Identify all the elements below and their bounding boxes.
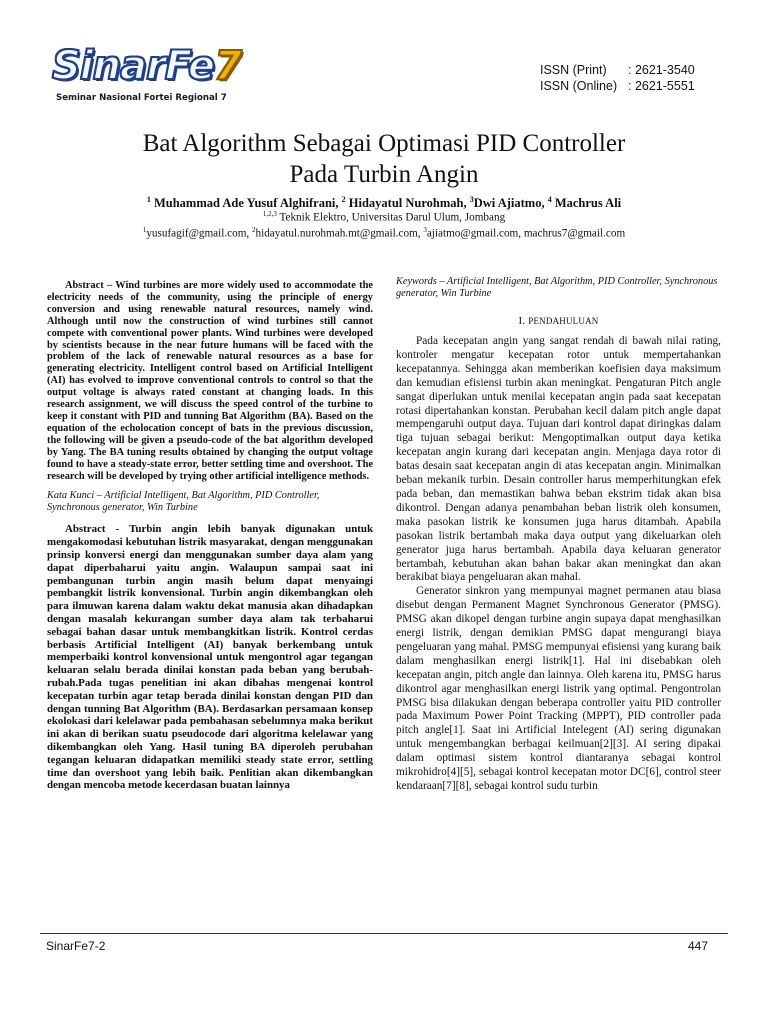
page-number: 447 xyxy=(687,939,708,953)
left-column xyxy=(47,280,373,792)
email-link[interactable]: ajiatmo@gmail.com, xyxy=(426,227,522,240)
paper-title: Bat Algorithm Sebagai Optimasi PID Controller Pada Turbin Angin xyxy=(142,130,626,188)
section-title: PENDAHULUAN xyxy=(528,316,599,326)
issn-online: ISSN (Online) : 2621-5551 xyxy=(540,79,695,93)
keywords: Keywords – Artificial Intelligent, Bat Algorithm, PID Controller, Synchronous generator, Win Turbine xyxy=(396,276,718,299)
affiliation: $^{1,2,3}$ Teknik Elektro, Universitas Darul Ulum, Jombang xyxy=(262,210,506,224)
footer-code: SinarFe7-2 xyxy=(46,939,106,953)
email-link[interactable]: yusufagif@gmail.com, xyxy=(146,227,250,240)
kata-kunci: Kata Kunci – Artificial Intelligent, Bat Algorithm, PID Controller, Synchronous generator, Win Turbine xyxy=(47,490,320,514)
issn-print: ISSN (Print) : 2621-3540 xyxy=(540,63,695,77)
abstract-english: Abstract – Wind turbines are more widely used to accommodate the electricity needs of the community, using the principle of energy conversion and using renewable natural resources, namely wind. Although until now the construction of wind turbines still cannot compete with conventional power plants. Wind turbines were developed by scientists because in the near future humans will be faced with the problem of the lack of renewable natural resources as a base for generating electricity. Intelligent control based on Artificial Intelligent (AI) has evolved to improve conventional controls to control so that the output voltage is always rated constant at changing loads. In this research assignment, we will discuss the speed control of the turbine to keep it constant with PID and tunning Bat Algorithm (BA). Based on the equation of the echolocation concept of bats in the previous discussion, the following will be given a pseudo-code of the bat algorithm developed by Yang. The BA tuning results obtained by changing the output voltage found to have a steady-state error, better settling time and overshoot. The research will be developed by trying other artificial intelligence methods. xyxy=(47,280,373,482)
issn-block xyxy=(540,62,695,94)
body-paragraph: Generator sinkron yang mempunyai magnet permanen atau biasa disebut dengan Permanent Magnet Synchronous Generator (PMSG). PMSG akan dikopel dengan turbine angin supaya dapat menghasilkan energi listrik, dengan demikian PMSG dapat mengurangi biaya pengeluaran yang mahal. PMSG mempunyai efisiensi yang kurang baik dalam menghasilkan energi listrik[1]. Hal ini disebabkan oleh kecepatan angin, pitch angle dan lainnya. Oleh karena itu, PMSG harus dikontrol agar menghasilkan energi listrik yang optimal. Pengontrolan PMSG bisa dilakukan dengan beberapa controller yaitu PID controller pada Maximum Power Point Tracking (MPPT), PID controller pada pitch angle[1]. Saat ini Artificial Intelegent (AI) sering digunakan untuk mengembangkan berbagai keilmuan[2][3]. AI sering dipakai dalam optimasi sistem kontrol diantaranya sebagai kontrol mikrohidro[4][5], sebagai kontrol kecepatan motor DC[6], control steer kendaraan[7][8], sebagai kontrol sudu turbin xyxy=(396,585,721,792)
abstract-indonesian: Abstract - Turbin angin lebih banyak digunakan untuk mengakomodasi kebutuhan listrik masyarakat, dengan menggunakan prinsip konversi energi dan menggunakan sumber daya alam yang dapat diperbaharui yaitu angin. Walaupun sampai saat ini pembangunan turbin angin masih belum dapat menyaingi pembangkit listrik konvensional. Turbin angin dikembangkan oleh para ilmuwan karena dalam waktu dekat manusia akan dihadapkan dengan masalah kekurangan sumber daya alam tak terbaharui sebagai bahan dasar untuk membangkitkan listrik. Kontrol cerdas berbasis Artificial Intelligent (AI) banyak berkembang untuk memperbaiki kontrol konvensional untuk mengontrol agar tegangan keluaran selalu berada dinilai konstan pada beban yang berubah-rubah.Pada tugas penelitian ini akan dibahas mengenai kontrol kecepatan turbin agar tetap berada dinilai konstan dengan PID dan dengan tunning Bat Algorithm (BA). Berdasarkan persamaan konsep ekolokasi dari kelelawar pada pembahasan sebelumnya maka berikut ini akan di berikan suatu pseudocode dari algoritma kelelawar yang dikembangkan oleh Yang. Hasil tuning BA diperoleh perubahan tegangan keluaran didapatkan memiliki steady state error, settling time dan overshoot yang lebih baik. Penlitian akan dikembangkan dengan mencoba metode kecerdasan buatan lainnya xyxy=(47,523,373,792)
conference-logo xyxy=(52,42,244,108)
section-heading: I. PENDAHULUAN xyxy=(518,315,599,327)
author-emails: $^1$yusufagif@gmail.com, $^2$hidayatul.nurohmah.mt@gmail.com, $^3$ajiatmo@gmail.com, machrus7@gmail.com xyxy=(142,226,626,240)
logo-tagline: Seminar Nasional Fortei Regional 7 xyxy=(56,93,227,103)
email-link[interactable]: machrus7@gmail.com xyxy=(523,227,626,240)
author-list: $^1$ Muhammad Ade Yusuf Alghifrani, $^2$ Hidayatul Nurohmah, $^3$Dwi Ajiatmo, $^4$ Machrus Ali xyxy=(146,195,622,211)
footer-divider xyxy=(40,933,728,934)
author-name: Machrus Ali xyxy=(554,196,622,211)
author-name: Dwi Ajiatmo, xyxy=(473,196,545,211)
body-paragraph: Pada kecepatan angin yang sangat rendah di bawah nilai rating, kontroler mengatur kecepatan rotor untuk mempertahankan kecepatannya. Sehingga akan memberikan koefisien daya maksimum dan kemudian efisiensi turbin akan meningkat. Pengaturan Pitch angle sangat diperlukan untuk menilai kecepatan angin pada saat kecepatan rotasi dipertahankan konstan. Perubahan kecil dalam pitch angle dapat mempengaruhi output daya. Tujuan dari kontrol dapat diringkas dalam tiga tujuan sebagai berikut: Mengoptimalkan output daya ketika kecepatan angin kurang dari kecepatan angin. Menjaga daya rotor di batas desain saat kecepatan angin di atas kecepatan angin. Minimalkan beban mekanik turbin. Desain controller harus memperhitungkan efek pada beban, dan memastikan bahwa beban ekstrim tidak akan bisa dikontrol. Dengan adanya penambahan beban listrik oleh konsumen, maka pasokan listrik ke konsumen juga harus ditambah. Apabila pasokan listrik bertambah maka daya output yang dikeluarkan oleh generator juga harus bertambah. Apabila daya keluaran generator bertambah, kebutuhan akan bahan bakar akan meningkat dan akan berakibat biaya pengeluaran akan mahal. xyxy=(396,335,721,584)
author-name: Hidayatul Nurohmah, xyxy=(348,196,467,211)
logo-wordmark: SinarFe7 xyxy=(52,43,241,89)
author-name: Muhammad Ade Yusuf Alghifrani, xyxy=(153,196,339,211)
email-link[interactable]: hidayatul.nurohmah.mt@gmail.com, xyxy=(255,227,421,240)
right-column xyxy=(396,276,721,794)
